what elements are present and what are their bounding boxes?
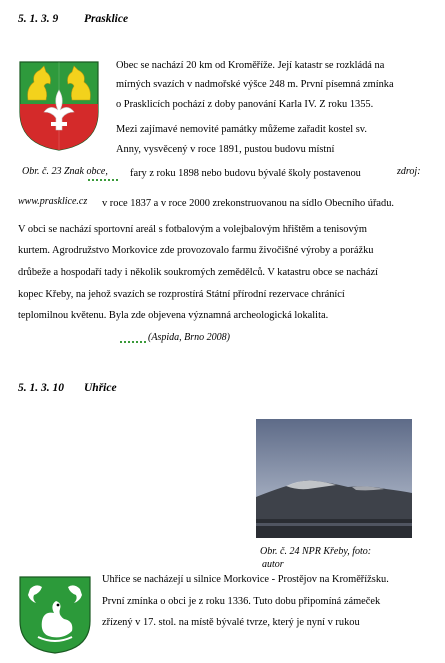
uhrice-coat-of-arms-icon	[18, 575, 92, 655]
prasklice-text-line-4: Mezi zajímavé nemovité památky můžeme zařadit kostel sv.	[116, 124, 367, 135]
uhrice-text-line-3: zřízený v 17. stol. na místě bývalé tvrze, který je nyní v rukou	[102, 617, 360, 628]
prasklice-text-line-6: fary z roku 1898 nebo budovu bývalé školy postavenou	[130, 168, 361, 179]
uhrice-text-line-2: První zmínka o obci je z roku 1336. Tuto dobu připomíná zámeček	[102, 596, 381, 607]
prasklice-text-line-5: Anny, vysvěcený v roce 1891, pustou budovu místní	[116, 144, 335, 155]
uhrice-text-line-1: Uhřice se nacházejí u silnice Morkovice - Prostějov na Kroměřížsku.	[102, 574, 389, 585]
photo-caption-line-1: Obr. č. 24 NPR Křeby, foto:	[260, 546, 372, 557]
emblem-caption	[22, 167, 108, 177]
photo-caption-line-2: autor	[262, 559, 284, 570]
spellcheck-underline	[88, 179, 118, 181]
emblem-caption-text: Obr. č. 23 Znak obce,	[22, 166, 108, 177]
prasklice-text-line-10: drůbeže a hospodaří tady i několik soukromých zemědělců. V katastru obce se nachází	[18, 267, 378, 278]
prasklice-text-line-12: teplomilnou květenu. Byla zde objevena významná archeologická lokalita.	[18, 310, 329, 321]
source-url: www.prasklice.cz	[18, 196, 88, 207]
section-number-5-1-3-10: 5. 1. 3. 10	[18, 382, 64, 394]
prasklice-text-line-11: kopec Křeby, na jehož svazích se rozprostírá Státní přírodní rezervace chránící	[18, 289, 345, 300]
section-number-5-1-3-9: 5. 1. 3. 9	[18, 13, 59, 25]
prasklice-text-line-3: o Prasklicích pochází z doby panování Karla IV. Z roku 1355.	[116, 99, 374, 110]
hill-landscape-icon	[256, 419, 412, 538]
prasklice-text-line-9: kurtem. Agrodružstvo Morkovice zde provozovalo farmu živočišné výroby a porážku	[18, 245, 374, 256]
section-title-uhrice: Uhřice	[84, 382, 117, 394]
citation-squiggle	[120, 341, 146, 343]
prasklice-text-line-1: Obec se nachází 20 km od Kroměříže. Její katastr se rozkládá na	[116, 60, 385, 71]
citation: (Aspida, Brno 2008)	[148, 332, 230, 343]
source-label: zdroj:	[397, 166, 421, 177]
prasklice-coat-of-arms-icon	[18, 60, 100, 152]
prasklice-text-line-2: mírných svazích v nadmořské výšce 248 m. První písemná zmínka	[116, 79, 394, 90]
prasklice-text-line-7: v roce 1837 a v roce 2000 zrekonstruovanou na sídlo Obecního úřadu.	[102, 198, 395, 209]
prasklice-text-line-8: V obci se nachází sportovní areál s fotbalovým a volejbalovým hřištěm a tenisovým	[18, 224, 367, 235]
section-title-prasklice: Prasklice	[84, 13, 129, 25]
npr-krebe-photo	[256, 419, 412, 538]
